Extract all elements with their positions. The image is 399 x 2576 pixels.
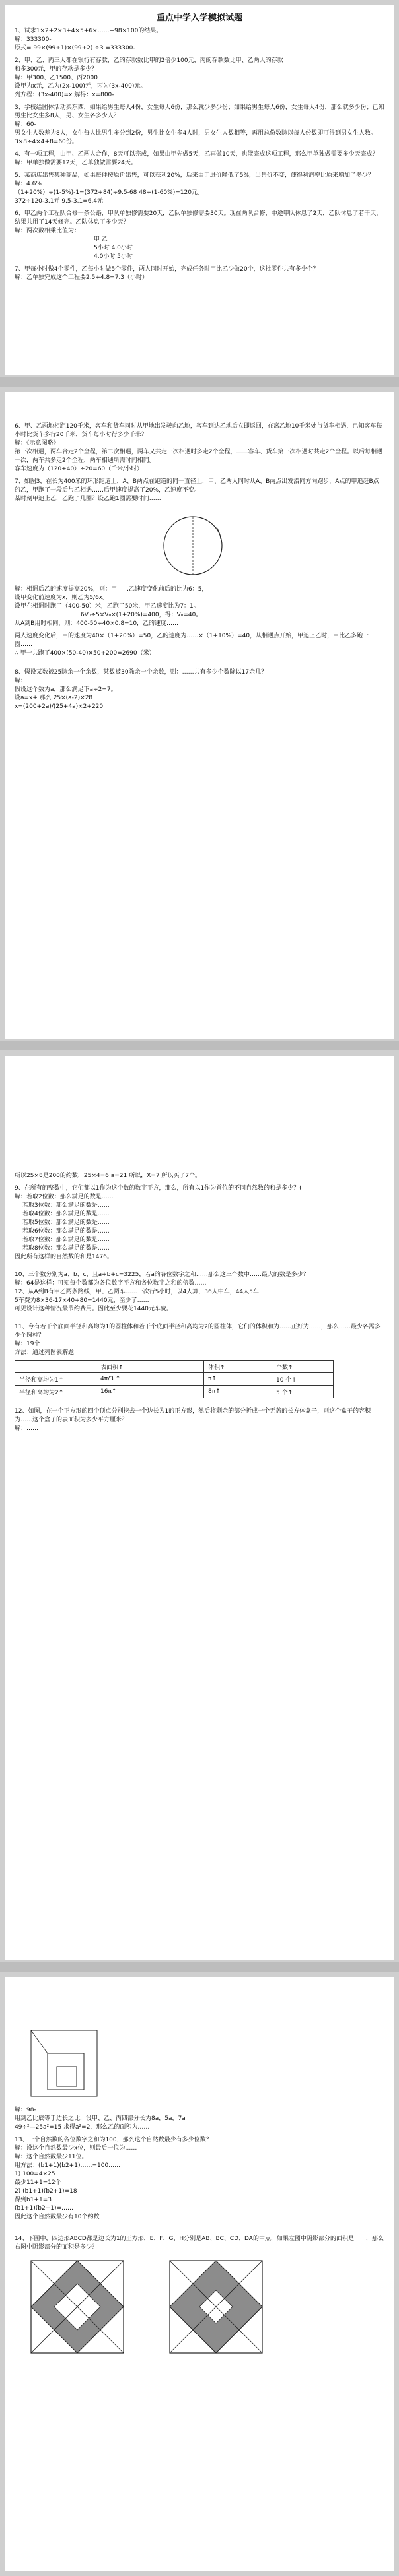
- problem-text: 和多300元，甲的存款是多少？: [15, 66, 98, 73]
- answer-text: 解：这个自然数最少11位。: [15, 2154, 88, 2160]
- problem-10: 10、三个数分别为a、b、c，且a+b+c=3225，若a的各位数字之和……那么这三个数中……最大的数是多少？: [15, 1272, 309, 1278]
- answer-text: 解：333300-: [15, 36, 52, 43]
- table-cell: 半径和高均为2↑: [15, 1386, 96, 1398]
- answer-text: 5小时 4.0小时: [94, 245, 133, 251]
- table-cell: 16π↑: [96, 1386, 204, 1398]
- answer-text: 若取3位数：那么满足的数是……: [22, 1202, 110, 1209]
- problem-11: 11、今有若干个底面半径和高均为1的圆柱体和若干个底面半径和高均为2的圆柱体，它们的体积和为……正好为……，那么……最少各需多少个圆柱？: [15, 1324, 381, 1339]
- problem-7b: 7、如图3，在长为400米的环形跑道上，A、B两点在跑道的同一直径上，甲、乙两人同时从A、B两点出发沿同方向跑步，A点的甲追赶B点的乙，甲跑了一段后与乙相遇……后甲速度提高了20%，乙速度不变。: [15, 478, 379, 494]
- shaded-figures: [15, 2257, 384, 2356]
- table-header-cell: 体积↑: [204, 1361, 272, 1373]
- answer-text: 第一次相遇，两车合走2个全程，第二次相遇，两车又共走一次相遇时多走2个全程，……客车、货车第一次相遇时共走2个全程。以后每相遇一次，两车共多走2个全程，两车相遇所需时间相同。: [15, 449, 383, 464]
- answer-text: 解：设这个自然数最少x位，则最后一位为……: [15, 2145, 137, 2152]
- answer-text: x=(200+2a)/(25+4a)×2+220: [15, 703, 104, 710]
- document-page-2: [5, 392, 394, 1039]
- answer-text: 设甲为x元，乙为(2x-100)元，丙为(3x-400)元。: [15, 83, 147, 90]
- document-title: 重点中学入学模拟试题: [156, 13, 242, 23]
- answer-text: 解：4.6%: [15, 181, 42, 187]
- answer-text: 解：: [15, 678, 27, 684]
- answer-text: 12、从A到B有甲乙两条路线，甲、乙两车……一次行5小时，以4人算，36人中车，44人5车: [15, 1289, 259, 1295]
- problem-12: 12、如图，在一个正方形的四个顶点分别挖去一个边长为1的正方形，然后将剩余的部分折成一个无盖的长方体盒子，则这个盒子的容积为……这个盒子的表面积为多少平方厘米？: [15, 1408, 371, 1423]
- answer-text: 因此这个自然数最少有10个约数: [15, 2214, 100, 2220]
- answer-text: 若取4位数：那么满足的数是……: [22, 1211, 110, 1217]
- table-cell: 半径和高均为1↑: [15, 1373, 96, 1386]
- answer-text: 最少11+1=12个: [15, 2179, 61, 2186]
- problem-14: 14、下图中，四边形ABCD都是边长为1的正方形，E、F、G、H分别是AB、BC、CD、DA的中点，如果左图中阴影部分的面积是……，那么右图中阴影部分的面积是多少？: [15, 2236, 384, 2251]
- answer-text: 所以25×8是200的约数，25×4=6 a=21 所以，X=7 所以买了7个。: [15, 1173, 201, 1179]
- answer-text: 4.0小时 5小时: [94, 253, 133, 260]
- answer-text: ∴ 甲一共跑了400×(50-40)×50+200=2690（米）: [15, 650, 155, 657]
- answer-text: 假设这个数为a，那么满足下a÷2=7。: [15, 686, 117, 693]
- answer-text: 从A到B用时相同，则：400-50÷40×0.8=10，乙的速度……: [15, 620, 179, 627]
- document-page-4: [5, 1977, 394, 2571]
- answer-text: 解：两次数相乘比值为：: [15, 228, 81, 234]
- answer-text: 6V₀÷5×V₀×(1+20%)=400，得：V₀=40。: [81, 612, 202, 618]
- page-separator: [0, 377, 399, 387]
- document-page-3: [5, 1056, 394, 1960]
- cylinder-table: [15, 1360, 334, 1398]
- problem-5: 5、某商店出售某种商品，如果每件按原价出售，可以获利20%，后来由于进价降低了5%，出售价不变，使得利润率比原来增加了多少？: [15, 172, 375, 179]
- answer-text: 49÷²—25a²=15 求得a²=2，那么乙的面积为……: [15, 2124, 150, 2131]
- answer-text: 若取8位数：那么满足的数是……: [22, 1245, 110, 1252]
- problem-4: 4、有一项工程，由甲、乙两人合作，8天可以完成，如果由甲先做5天，乙再做10天，也能完成这项工程，那么甲单独做需要多少天完成？: [15, 151, 379, 158]
- answer-text: 5车费为8×36-17×40+80=1440元，至少了……: [15, 1297, 149, 1304]
- answer-text: 两人速度变化后，甲的速度为40×（1+20%）=50，乙的速度为……×（1+10%）=40，从相遇点开始，甲追上乙时，甲比乙多跑一圈……: [15, 633, 369, 648]
- answer-text: 若取6位数：那么满足的数是……: [22, 1228, 110, 1235]
- answer-text: 列方程：(3x-400)=x 解得：x=800-: [15, 92, 114, 98]
- problem-2: 2、甲、乙、丙三人都在银行有存款，乙的存款数比甲的2倍少100元，丙的存款数比甲、乙两人的存款: [15, 57, 283, 64]
- answer-text: 甲 乙: [94, 236, 108, 243]
- table-row: [15, 1373, 334, 1386]
- answer-text: 某时刻甲追上乙，乙跑了几圈？设乙跑1圈需要时间……: [15, 496, 161, 502]
- table-header-cell: 表面积↑: [96, 1361, 204, 1373]
- problem-6: 6、甲乙两个工程队合修一条公路，甲队单独修需要20天，乙队单独修需要30天。现在两队合修，中途甲队休息了2天，乙队休息了若干天，结果共用了14天修完。乙队休息了多少天？: [15, 210, 382, 226]
- answer-text: 解：……: [15, 1425, 39, 1432]
- problem-9: 9、在所有的整数中，它们都以1作为这个数的数字平方，那么，所有以1作为首位的不同自然数的和是多少？(: [15, 1185, 302, 1192]
- answer-text: 解：60-: [15, 121, 36, 128]
- problem-6b: 6、甲、乙两地相距120千米，客车和货车同时从甲地出发驶向乙地，客车到达乙地后立即返回，在离乙地10千米处与货车相遇，已知客车每小时比货车多行20千米，货车每小时行多少千米？: [15, 423, 382, 438]
- problem-13: 13、一个自然数的各位数字之和为100，那么这个自然数最少有多少位数？: [15, 2137, 212, 2143]
- problem-1: 1、试求1×2+2×3+4×5+6×……+98×100的结果。: [15, 28, 163, 34]
- answer-text: 方法：通过列图表解题: [15, 1349, 75, 1356]
- answer-text: 3×8÷4×4+8=60份。: [15, 139, 78, 145]
- answer-text: 1) 100=4×25: [15, 2171, 55, 2177]
- answer-text: (b1+1)(b2+1)=……: [15, 2205, 73, 2212]
- answer-text: 若取5位数：那么满足的数是……: [22, 1219, 110, 1226]
- formula-line: 原式= 99×(99+1)×(99+2) ÷3 =333300-: [15, 45, 135, 51]
- problem-8: 8、假设某数被25除余一个余数，某数被30除余一个余数，则：……共有多少个数除以17余几？: [15, 669, 268, 676]
- circular-track-diagram: [153, 507, 233, 580]
- document-page-1: [5, 5, 394, 375]
- problem-7: 7、甲每小时做4个零件，乙每小时做5个零件，两人同时开始，完成任务时甲比乙少做20个，这批零件共有多少个？: [15, 266, 319, 273]
- table-cell: 4π/3 ↑: [96, 1373, 204, 1386]
- table-row: [15, 1386, 334, 1398]
- answer-text: 解：乙单独完成这个工程要2.5+4.8=7.3（小时）: [15, 274, 149, 281]
- table-header-row: [15, 1361, 334, 1373]
- answer-text: 解：98-: [15, 2107, 36, 2113]
- answer-text: 用方法：(b1+1)(b2+1)……=100……: [15, 2162, 121, 2169]
- answer-text: 男女生人数差为8人，女生每人比男生多分到2份，男生比女生多4人时，男女生人数相等，再用总份数除以每人份数即可得到男女生人数。: [15, 130, 377, 137]
- answer-text: 解：相遇后乙的速度提高20%，则：甲……乙速度变化前后的比为6：5，: [15, 586, 208, 593]
- table-header-cell: [15, 1361, 96, 1373]
- answer-text: 372÷120-3.1元 9.5-3.1=6.4元: [15, 198, 104, 205]
- answer-text: 客车速度为（120+40）÷20=60（千米/小时）: [15, 466, 143, 472]
- answer-text: （1+20%）÷(1-5%)-1=(372+84)÷9.5-68 48÷(1-60%)=120元。: [15, 189, 203, 196]
- left-shaded-square-figure: [28, 2257, 127, 2356]
- right-shaded-square-figure: [166, 2257, 266, 2356]
- answer-text: 2) (b1+1)(b2+1)=18: [15, 2188, 77, 2195]
- answer-text: 设甲在相遇时跑了（400-50）米，乙跑了50米，甲乙速度比为7：1。: [15, 603, 200, 610]
- answer-text: 若取7位数：那么满足的数是……: [22, 1237, 110, 1243]
- answer-text: 因此所有这样的自然数的和是1476。: [15, 1254, 113, 1260]
- answer-text: 解：《示意图略》: [15, 440, 59, 447]
- page-separator: [0, 1041, 399, 1050]
- answer-text: 可见设计这种情况最节约费用。因此至少要花1440元车费。: [15, 1306, 172, 1312]
- table-cell: π↑: [204, 1373, 272, 1386]
- answer-text: 得到b1+1=3: [15, 2197, 52, 2203]
- table-cell: 10 个↑: [272, 1373, 334, 1386]
- answer-text: 解：19个: [15, 1341, 40, 1347]
- answer-text: 设a=x+ 那么 25×(a-2)×28: [15, 695, 93, 701]
- page-separator: [0, 1962, 399, 1972]
- table-cell: 5 个↑: [272, 1386, 334, 1398]
- answer-text: 设甲变化前速度为x，则乙为5/6x。: [15, 595, 109, 601]
- answer-text: 解：甲单独做需要12天，乙单独做需要24天。: [15, 160, 137, 166]
- problem-3: 3、学校给团体活动买东西，如果给男生每人4份，女生每人6份，那么就少多少份；如果给男生每人6份，女生每人4份，那么就多少份；已知男生比女生多8人，男、女生各多少人？: [15, 104, 384, 119]
- answer-text: 用到乙比底等于边长之比，设甲、乙、丙四部分长为8a，5a，7a: [15, 2115, 186, 2122]
- answer-text: 解：若取2位数：那么满足的数是……: [15, 1194, 114, 1200]
- table-header-cell: 个数↑: [272, 1361, 334, 1373]
- square-figure-diagram: [28, 2027, 100, 2100]
- table-cell: 8π↑: [204, 1386, 272, 1398]
- answer-text: 解：甲300、乙1500、丙2000: [15, 75, 98, 81]
- answer-text: 解：64是这样：可知每个数都为各位数字平方和各位数字之和的倍数……: [15, 1280, 207, 1287]
